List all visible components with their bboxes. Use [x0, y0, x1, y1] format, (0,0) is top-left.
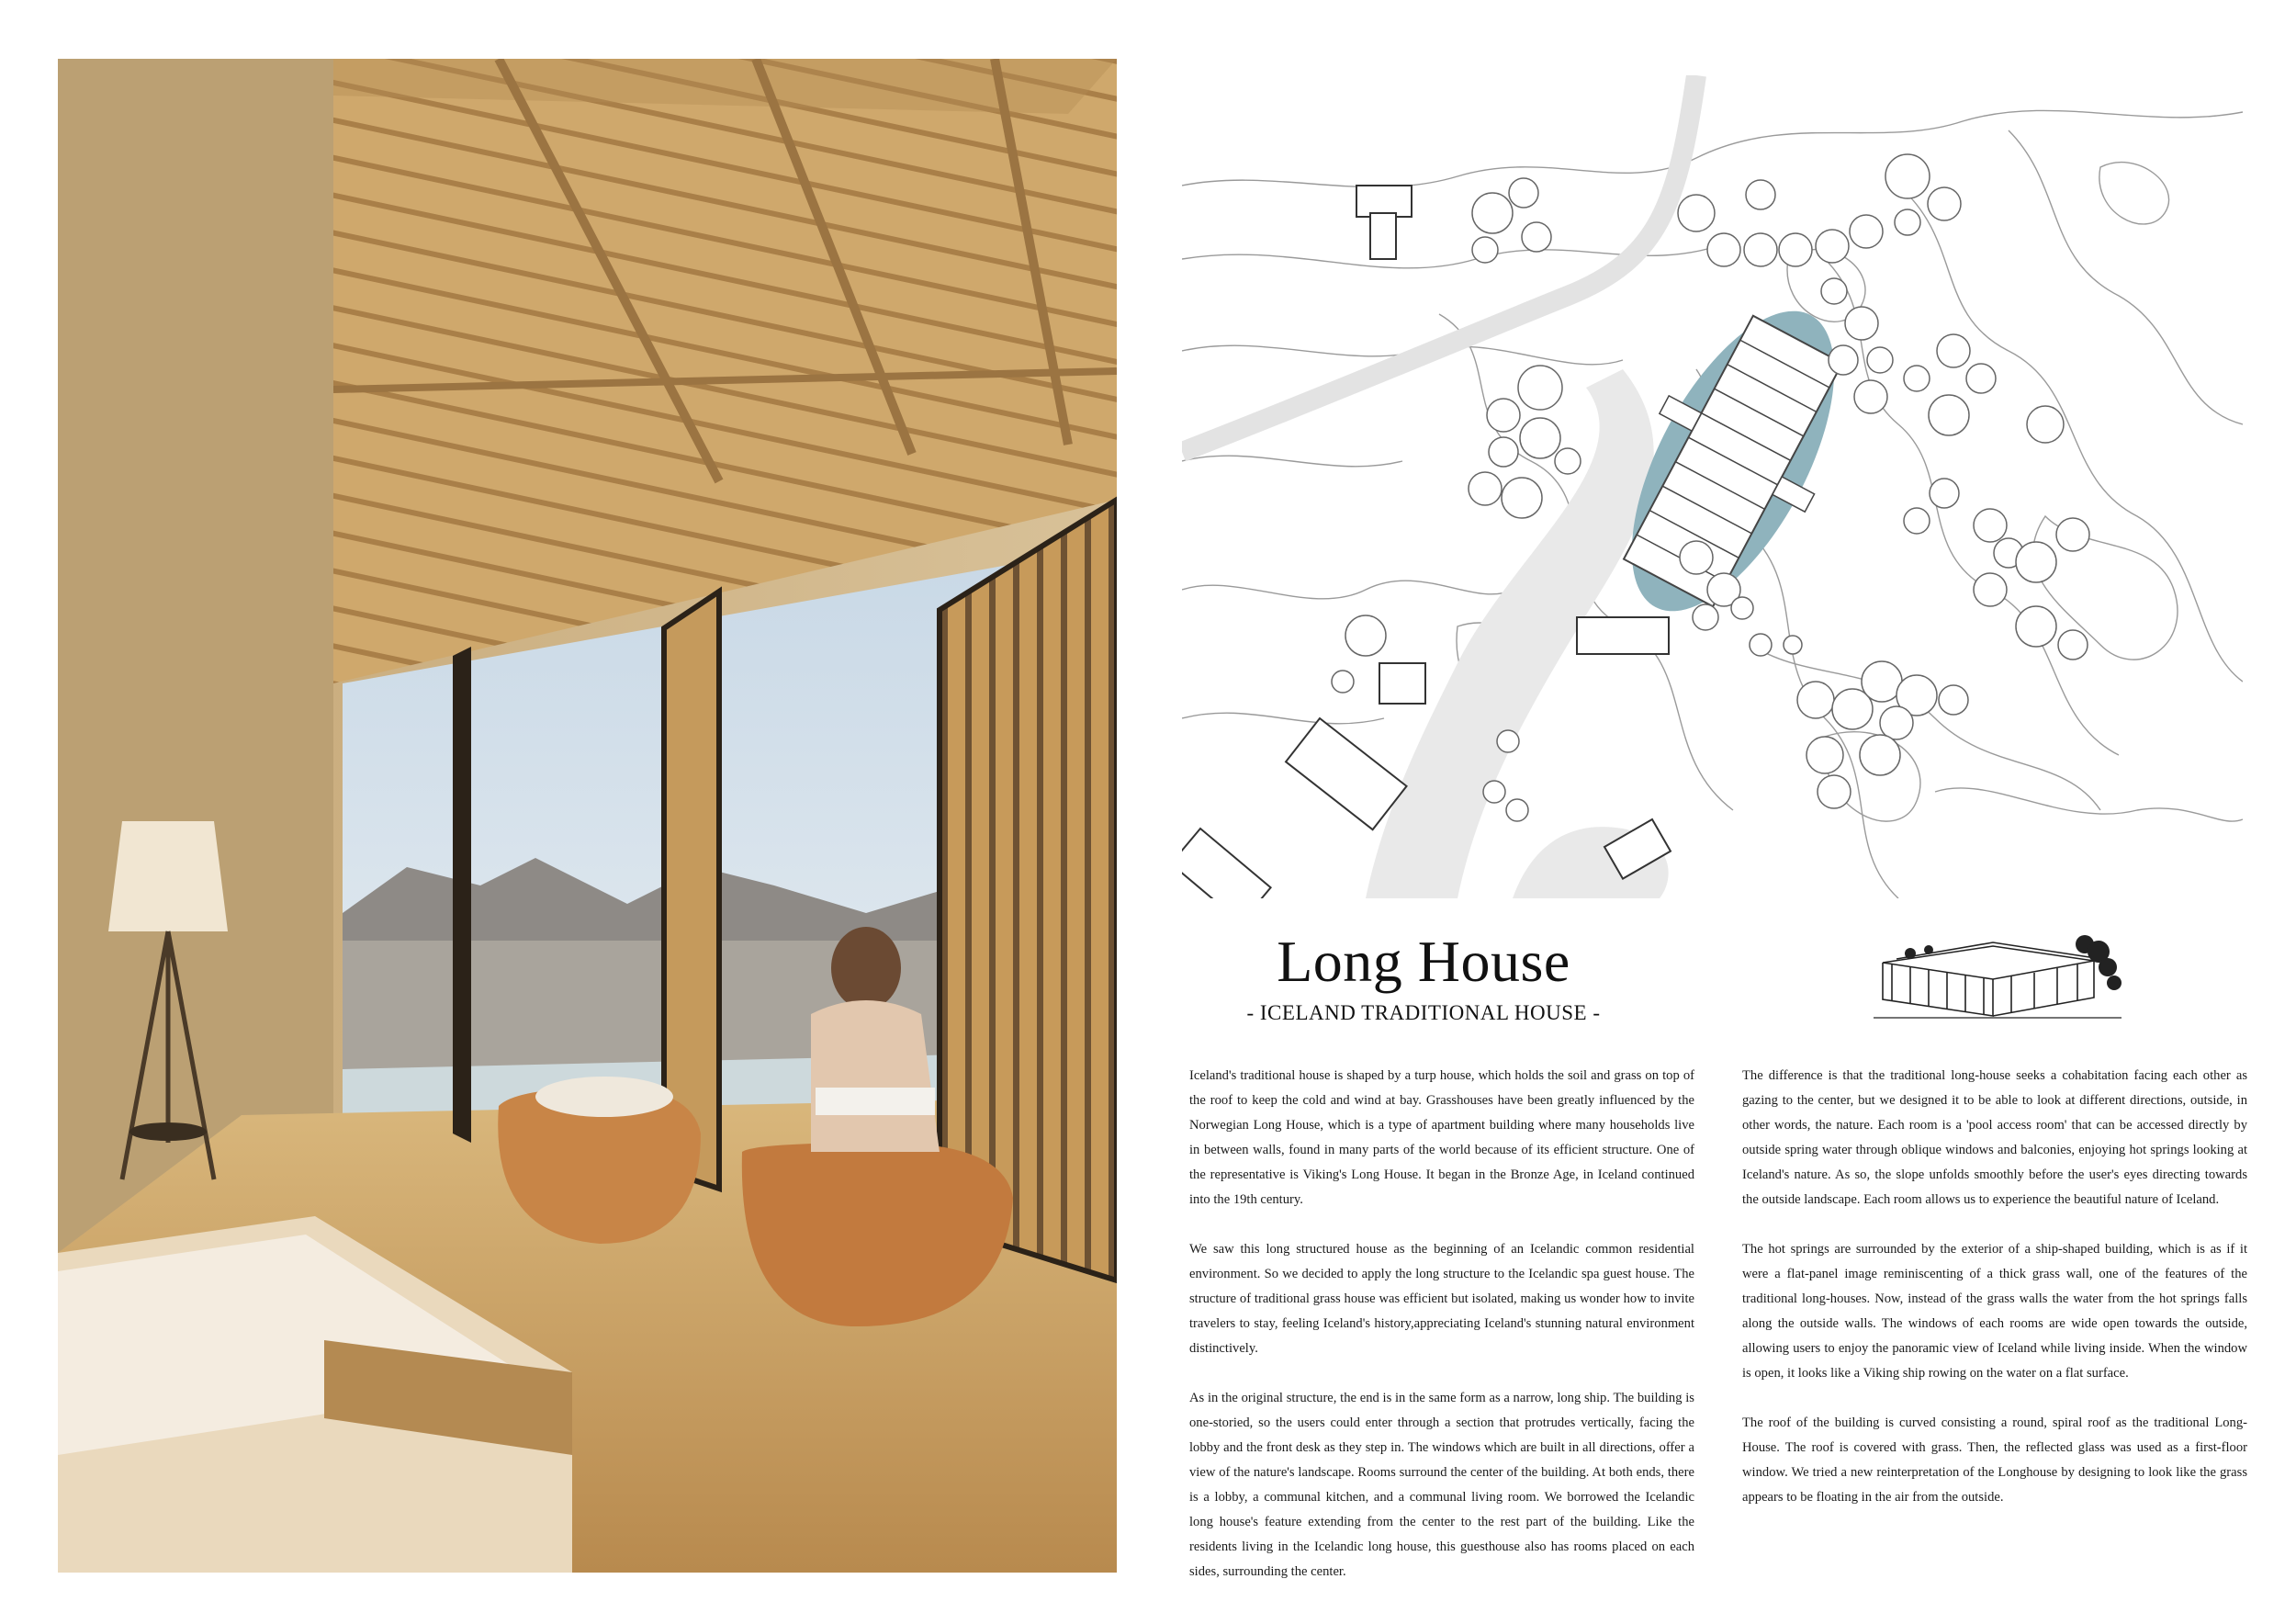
paragraph: We saw this long structured house as the beginning of an Icelandic common residential environment. So we decided to apply the long structure to the Icelandic spa guest house. The structure of traditional grass house was efficient but isolated, making us wonder how to invite travelers to stay, feeling Iceland's history,appreciating Iceland's stunning natural environment distinctively.: [1189, 1242, 1694, 1356]
paragraph: As in the original structure, the end is in the same form as a narrow, long ship. The building is one-storied, so the users could enter through a section that protrudes vertically, facing the lobby and the front desk as they step in. The windows which are built in all directions, offer a view of the nature's landscape. Rooms surround the center of the building. At both ends, there is a lobby, a communal kitchen, and a communal living room. We borrowed the Icelandic long house's feature extending from the center to the rest part of the building. Like the residents living in the Icelandic long house, this guesthouse also has rooms placed on each sides, surrounding the center.: [1189, 1391, 1694, 1579]
site-plan: [1182, 75, 2243, 898]
page-subtitle: - ICELAND TRADITIONAL HOUSE -: [1246, 1001, 1601, 1024]
body-text-right-column: [1742, 1064, 2247, 1535]
paragraph: The roof of the building is curved consisting a round, spiral roof as the traditional Long-House. The roof is covered with grass. Then, the reflected glass was used as a first-floor window. We tried a new reinterpretation of the Longhouse by designing to look like the grass appears to be floating in the air from the outside.: [1742, 1415, 2247, 1505]
page-title: Long House: [1277, 929, 1570, 994]
paragraph: The difference is that the traditional long-house seeks a cohabitation facing each other as gazing to the center, but we designed it to be able to look at different directions, outside, in other words, the nature. Each room is a 'pool access room' that can be accessed directly by outside spring water through oblique windows and balconies, enjoying hot springs looking at Iceland's nature. As so, the slope unfolds smoothly before the user's eyes directing towards the outside landscape. Each room allows us to experience the beautiful nature of Iceland.: [1742, 1068, 2247, 1207]
paragraph: Iceland's traditional house is shaped by a turp house, which holds the soil and grass on top of the roof to keep the cold and wind at bay. Grasshouses have been greatly influenced by the Norwegian Long House, which is a type of apartment building where many households live in between walls, found in many parts of the world because of its efficient structure. One of the representative is Viking's Long House. It began in the Bronze Age, in Iceland continued into the 19th century.: [1189, 1068, 1694, 1207]
interior-rendering: [58, 59, 1117, 1573]
body-text-left-column: [1189, 1064, 1694, 1609]
paragraph: The hot springs are surrounded by the exterior of a ship-shaped building, which is as if it were a flat-panel image reminiscenting of a thick grass wall, one of the features of the traditional long-houses. Now, instead of the grass walls the water from the hot springs falls along the outside walls. The windows of each rooms are wide open towards the outside, allowing users to enjoy the panoramic view of Iceland while living inside. When the window is open, it looks like a Viking ship rowing on the water on a flat surface.: [1742, 1242, 2247, 1381]
longhouse-sketch: [1874, 926, 2122, 1027]
